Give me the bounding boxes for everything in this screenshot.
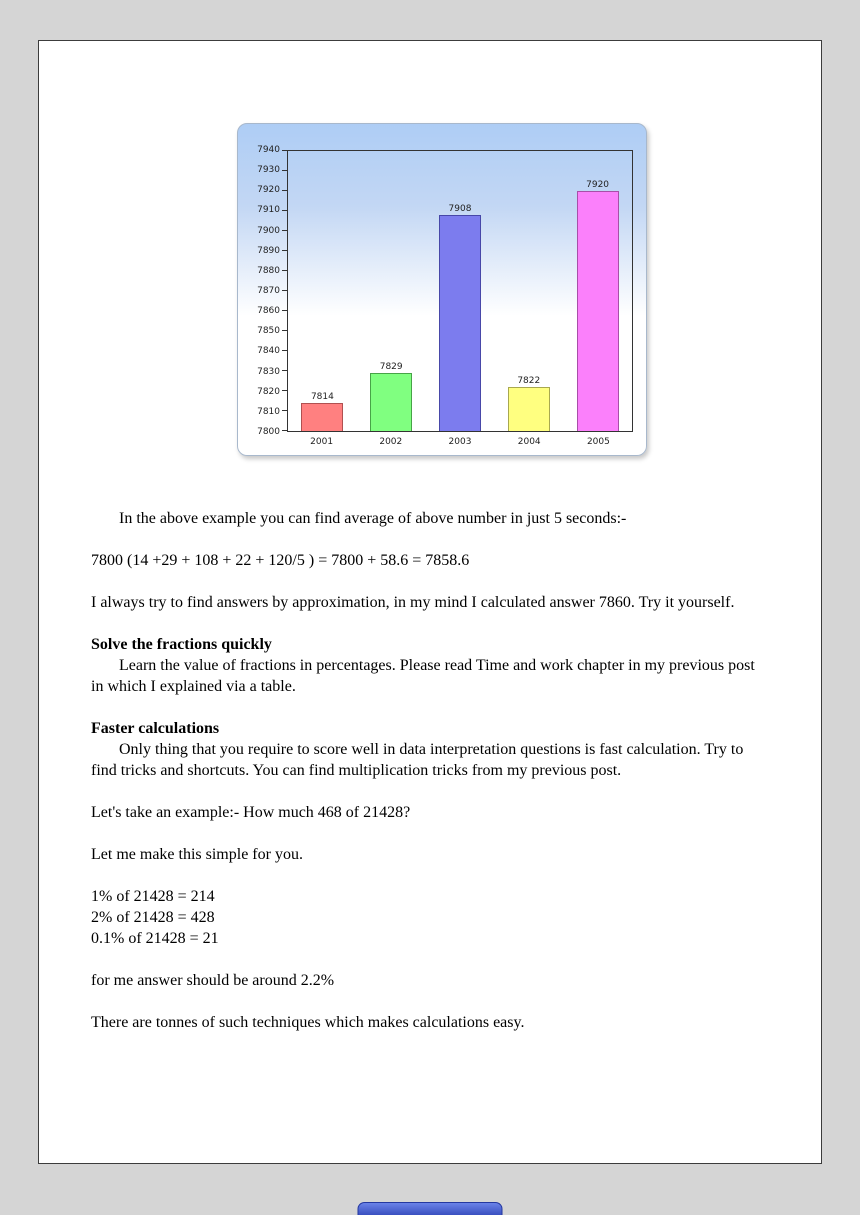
calc-line-3: 0.1% of 21428 = 21 <box>91 930 219 947</box>
paragraph-approximation: I always try to find answers by approximation, in my mind I calculated answer 7860. Try it yourself. <box>91 594 735 611</box>
chart-card <box>237 123 647 456</box>
document-page <box>38 40 822 1164</box>
y-tick-label: 7810 <box>257 406 280 417</box>
y-tick-label: 7800 <box>257 427 280 437</box>
heading-faster-calculations: Faster calculations <box>91 720 220 737</box>
y-tick-mark <box>282 290 287 291</box>
heading-solve-fractions: Solve the fractions quickly <box>91 636 272 653</box>
y-tick-mark <box>282 410 287 411</box>
paragraph-example-question: Let's take an example:- How much 468 of 21428? <box>91 804 411 821</box>
calc-line-2: 2% of 21428 = 428 <box>91 909 215 926</box>
x-tick-label: 2001 <box>310 437 334 447</box>
bar-value-label: 7814 <box>310 392 334 402</box>
y-tick-mark <box>282 190 287 191</box>
bottom-partial-button[interactable] <box>358 1202 503 1215</box>
y-tick-label: 7910 <box>257 205 280 216</box>
calc-line-1: 1% of 21428 = 214 <box>91 888 215 905</box>
bar-value-label: 7829 <box>379 362 403 372</box>
y-tick-mark <box>282 310 287 311</box>
paragraph-intro: In the above example you can find average of above number in just 5 seconds:- <box>119 510 627 527</box>
y-tick-label: 7930 <box>257 165 280 176</box>
y-axis <box>238 145 282 437</box>
y-tick-mark <box>282 230 287 231</box>
y-tick-label: 7840 <box>257 346 280 357</box>
paragraph-conclusion: There are tonnes of such techniques which makes calculations easy. <box>91 1014 525 1031</box>
bar-2004 <box>508 376 550 431</box>
y-tick-label: 7870 <box>257 286 280 296</box>
y-tick-mark <box>282 250 287 251</box>
y-tick-mark <box>282 170 287 171</box>
y-tick-label: 7940 <box>257 145 280 155</box>
article-content <box>39 482 821 1054</box>
x-axis <box>287 435 633 450</box>
bar-2002 <box>370 362 412 431</box>
y-tick-label: 7860 <box>257 306 280 317</box>
x-tick-label: 2002 <box>379 437 403 447</box>
plot-area <box>287 150 633 432</box>
bar-2001 <box>301 392 343 431</box>
y-tick-mark <box>282 350 287 351</box>
y-tick-label: 7850 <box>257 326 280 337</box>
x-tick-label: 2003 <box>448 437 472 447</box>
y-tick-label: 7880 <box>257 265 280 276</box>
y-tick-mark <box>282 150 287 151</box>
y-tick-mark <box>282 270 287 271</box>
paragraph-fast-calculation: Only thing that you require to score well in data interpretation questions is fast calculation. Try to find tricks and shortcuts. You can find multiplication tricks from my previous post. <box>91 741 744 779</box>
y-tick-label: 7820 <box>257 386 280 397</box>
x-tick-label: 2004 <box>517 437 541 447</box>
y-tick-label: 7920 <box>257 185 280 196</box>
y-tick-label: 7900 <box>257 225 280 236</box>
bar-2003 <box>439 204 481 431</box>
paragraph-answer: for me answer should be around 2.2% <box>91 972 335 989</box>
y-tick-mark <box>282 430 287 431</box>
bar-value-label: 7822 <box>517 376 541 386</box>
paragraph-fractions: Learn the value of fractions in percentages. Please read Time and work chapter in my previous post in which I explained via a table. <box>91 657 755 695</box>
bar-2005 <box>577 180 619 431</box>
x-tick-label: 2005 <box>586 437 610 447</box>
y-tick-mark <box>282 330 287 331</box>
bar-value-label: 7908 <box>448 204 472 214</box>
y-tick-mark <box>282 390 287 391</box>
y-tick-mark <box>282 370 287 371</box>
y-tick-label: 7890 <box>257 245 280 256</box>
y-tick-label: 7830 <box>257 366 280 377</box>
y-tick-mark <box>282 210 287 211</box>
paragraph-equation: 7800 (14 +29 + 108 + 22 + 120/5 ) = 7800 + 58.6 = 7858.6 <box>91 552 470 569</box>
paragraph-make-simple: Let me make this simple for you. <box>91 846 303 863</box>
bar-value-label: 7920 <box>586 180 610 190</box>
